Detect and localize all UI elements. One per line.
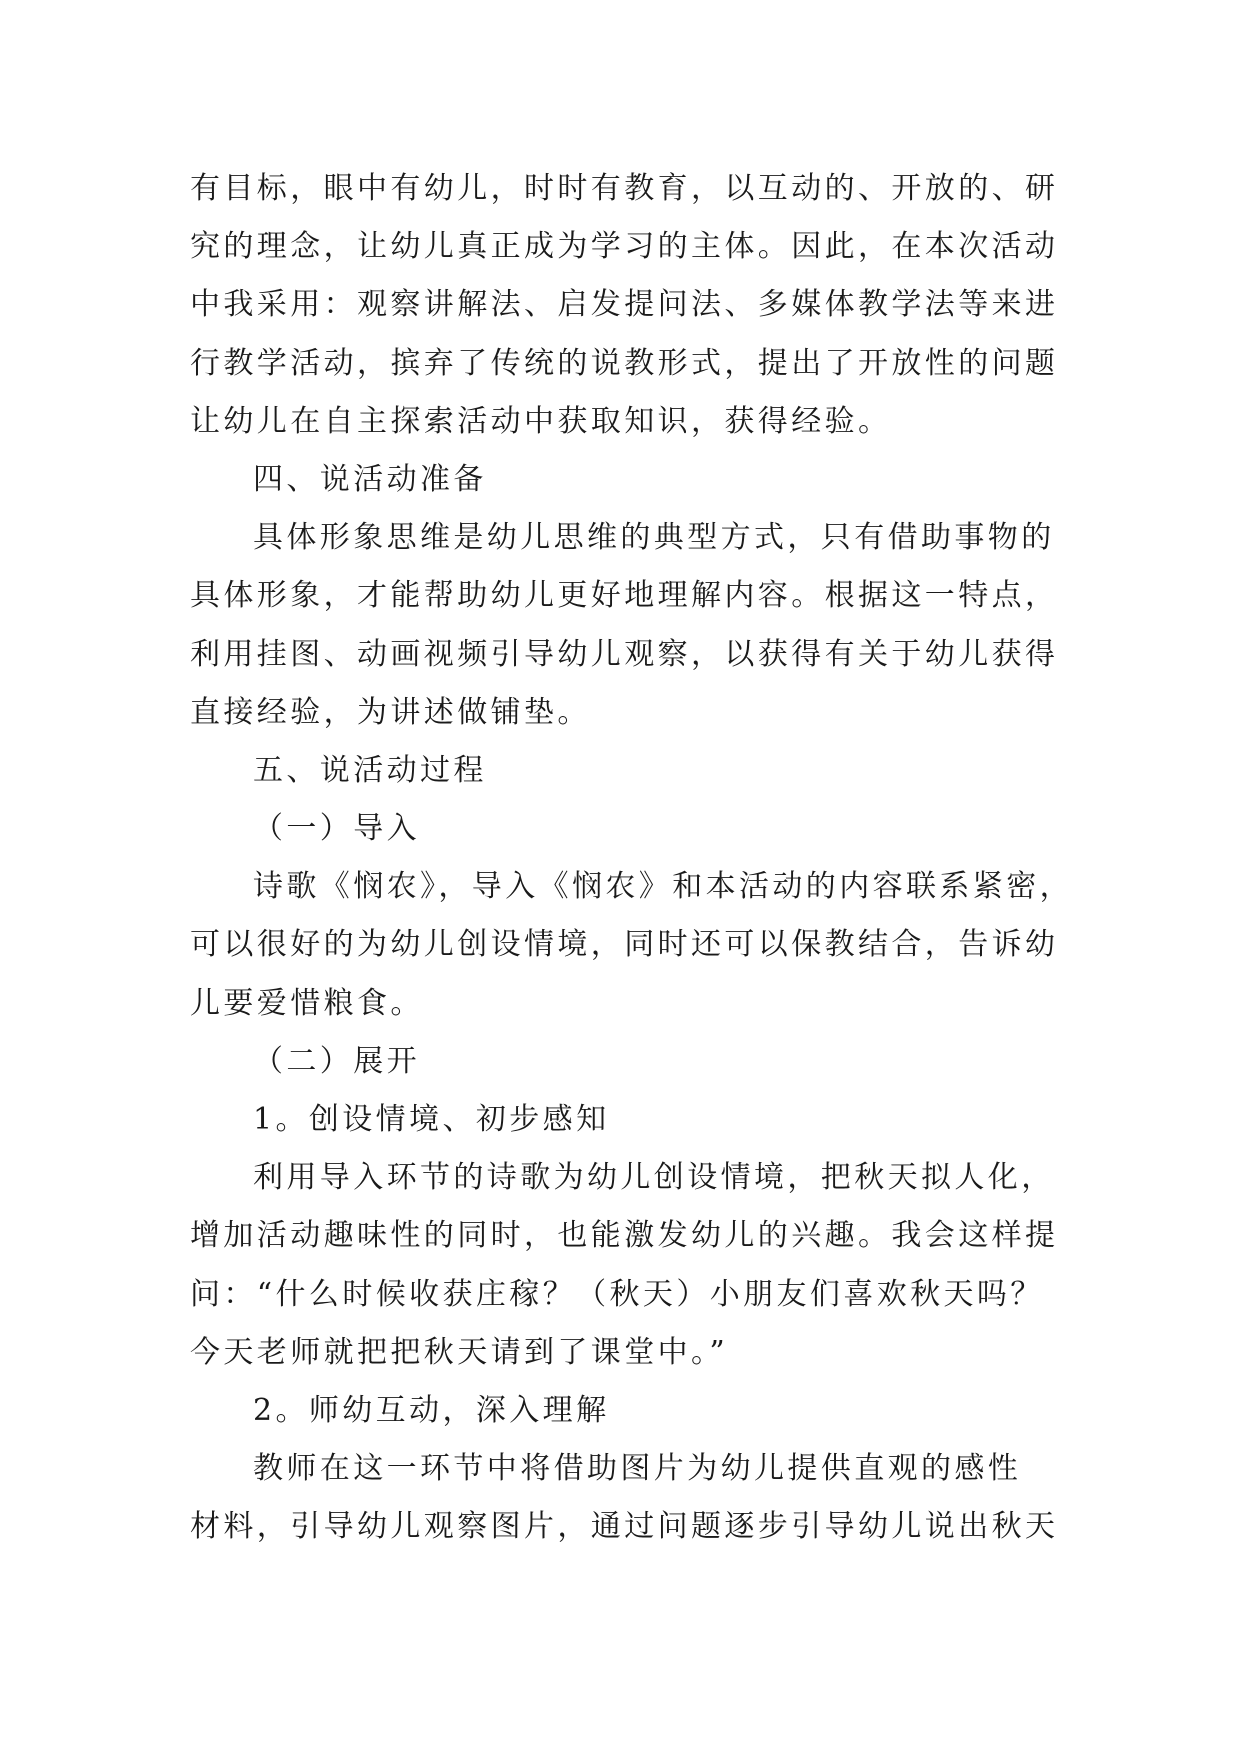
text-line: 有目标，眼中有幼儿，时时有教育，以互动的、开放的、研 [190,171,1059,206]
text-line: 教师在这一环节中将借助图片为幼儿提供直观的感性 [253,1451,1022,1487]
text-line: 五、说活动过程 [253,752,487,788]
text-line: 材料，引导幼儿观察图片，通过问题逐步引导幼儿说出秋天 [190,1509,1059,1545]
text-line: 具体形象思维是幼儿思维的典型方式，只有借助事物的 [253,520,1055,556]
text-line: 究的理念，让幼儿真正成为学习的主体。因此，在本次活动 [190,229,1059,265]
text-line: 利用挂图、动画视频引导幼儿观察，以获得有关于幼儿获得 [190,636,1059,672]
text-line: 增加活动趣味性的同时，也能激发幼儿的兴趣。我会这样提 [190,1218,1059,1254]
text-line: 问：“什么时候收获庄稼？（秋天）小朋友们喜欢秋天吗？ [190,1276,1044,1312]
text-line: （一）导入 [253,811,420,847]
document-body [190,160,1073,1557]
text-line: 行教学活动，摈弃了传统的说教形式，提出了开放性的问题 [190,345,1059,381]
text-line: 中我采用：观察讲解法、启发提问法、多媒体教学法等来进 [190,287,1059,323]
text-line: 利用导入环节的诗歌为幼儿创设情境，把秋天拟人化， [253,1160,1055,1196]
text-line: 1。创设情境、初步感知 [253,1102,610,1137]
text-line: 诗歌《悯农》，导入《悯农》和本活动的内容联系紧密， [253,869,1073,905]
text-line: 今天老师就把把秋天请到了课堂中。” [190,1334,729,1370]
text-line: 2。师幼互动，深入理解 [253,1392,610,1428]
text-line: 直接经验，为讲述做铺垫。 [190,694,591,730]
text-line: 儿要爱惜粮食。 [190,985,424,1021]
text-line: （二）展开 [253,1043,420,1079]
text-line: 可以很好的为幼儿创设情境，同时还可以保教结合，告诉幼 [190,927,1059,963]
text-line: 让幼儿在自主探索活动中获取知识，获得经验。 [190,403,892,439]
text-line: 具体形象，才能帮助幼儿更好地理解内容。根据这一特点， [190,578,1059,614]
text-line: 四、说活动准备 [253,461,487,497]
